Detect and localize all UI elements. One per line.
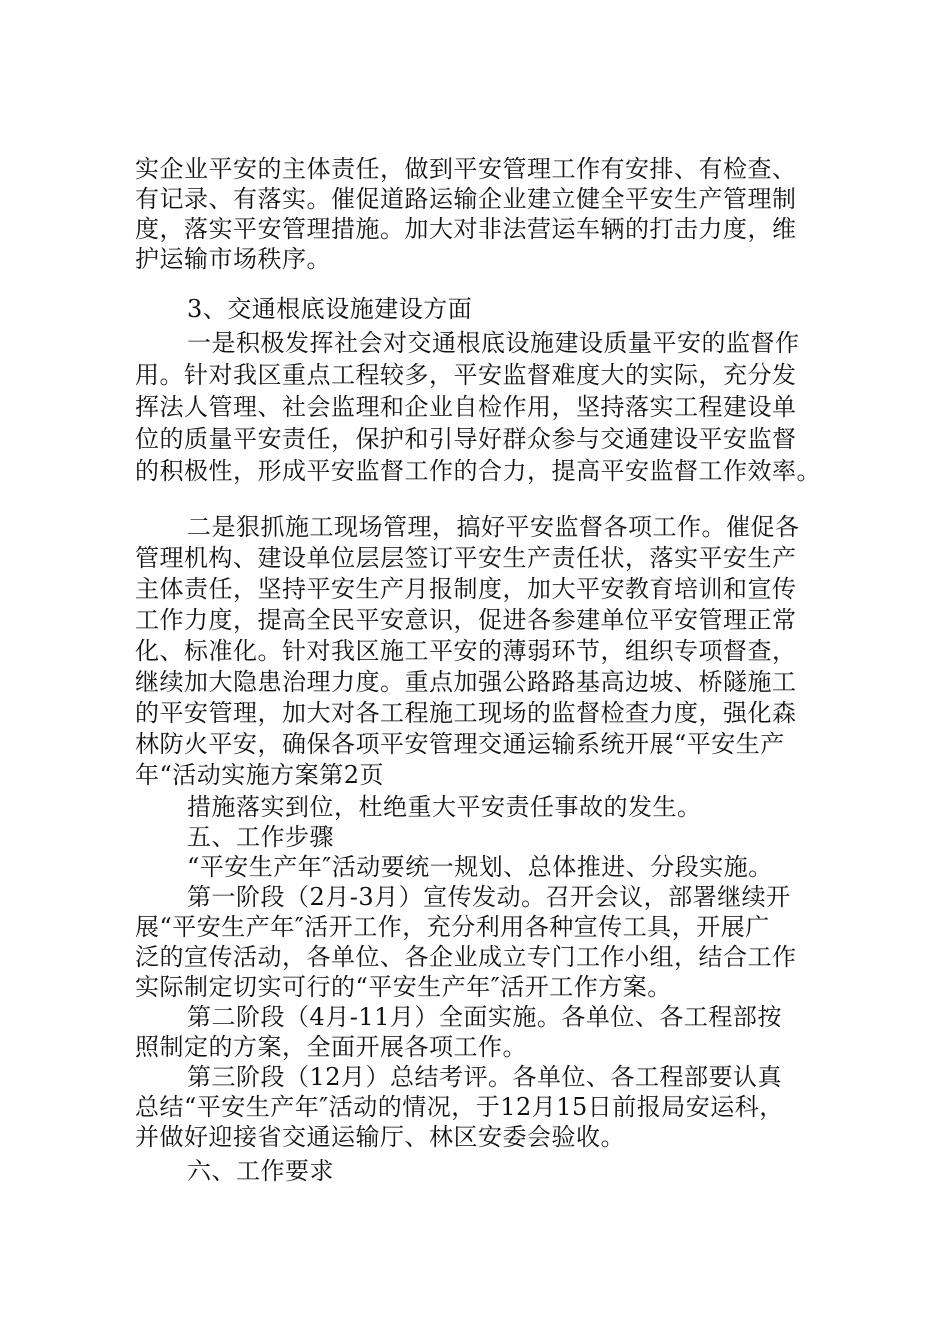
text-line: 并做好迎接省交通运输厅、林区安委会验收。 <box>135 1123 625 1151</box>
section-heading: 五、工作步骤 <box>187 823 334 851</box>
text-line: 第三阶段（12月）总结考评。各单位、各工程部要认真 <box>187 1063 783 1091</box>
text-line: 照制定的方案，全面开展各项工作。 <box>135 1033 527 1061</box>
text-line: 有记录、有落实。催促道路运输企业建立健全平安生产管理制 <box>135 185 797 213</box>
text-line: 的积极性，形成平安监督工作的合力，提高平安监督工作效率。 <box>135 457 821 485</box>
text-line: 的平安管理，加大对各工程施工现场的监督检查力度，强化森 <box>135 699 797 727</box>
text-line: 实际制定切实可行的“平安生产年″活开工作方案。 <box>135 973 672 1001</box>
text-line: 二是狠抓施工现场管理，搞好平安监督各项工作。催促各 <box>187 513 800 541</box>
text-line: 化、标准化。针对我区施工平安的薄弱环节，组织专项督查， <box>135 637 797 665</box>
text-line: 第一阶段（2月-3月）宣传发动。召开会议，部署继续开 <box>187 883 791 911</box>
text-line: 主体责任，坚持平安生产月报制度，加大平安教育培训和宣传 <box>135 575 797 603</box>
text-line: 实企业平安的主体责任，做到平安管理工作有安排、有检查、 <box>135 155 797 183</box>
text-line: 位的质量平安责任，保护和引导好群众参与交通建设平安监督 <box>135 425 797 453</box>
text-line: 第二阶段（4月-11月）全面实施。各单位、各工程部按 <box>187 1003 782 1031</box>
text-line: 泛的宣传活动，各单位、各企业成立专门工作小组，结合工作 <box>135 943 797 971</box>
text-line: 林防火平安，确保各项平安管理交通运输系统开展“平安生产 <box>135 730 785 758</box>
text-line: 总结“平安生产年″活动的情况，于12月15日前报局安运科， <box>135 1093 784 1121</box>
text-line: “平安生产年″活动要统一规划、总体推进、分段实施。 <box>187 853 773 881</box>
text-line: 措施落实到位，杜绝重大平安责任事故的发生。 <box>187 793 702 821</box>
text-line: 度，落实平安管理措施。加大对非法营运车辆的打击力度，维 <box>135 215 797 243</box>
text-line: 护运输市场秩序。 <box>135 245 331 273</box>
section-heading: 六、工作要求 <box>187 1157 334 1185</box>
text-line: 用。针对我区重点工程较多，平安监督难度大的实际，充分发 <box>135 361 797 389</box>
text-line: 工作力度，提高全民平安意识，促进各参建单位平安管理正常 <box>135 606 797 634</box>
text-line: 挥法人管理、社会监理和企业自检作用，坚持落实工程建设单 <box>135 393 797 421</box>
section-heading: 3、交通根底设施建设方面 <box>187 295 473 323</box>
page-footer-line: 年“活动实施方案第2页 <box>135 761 385 789</box>
text-line: 管理机构、建设单位层层签订平安生产责任状，落实平安生产 <box>135 544 797 572</box>
text-line: 继续加大隐患治理力度。重点加强公路路基高边坡、桥隧施工 <box>135 668 797 696</box>
text-line: 展“平安生产年″活开工作，充分利用各种宣传工具，开展广 <box>135 913 770 941</box>
text-line: 一是积极发挥社会对交通根底设施建设质量平安的监督作 <box>187 329 800 357</box>
